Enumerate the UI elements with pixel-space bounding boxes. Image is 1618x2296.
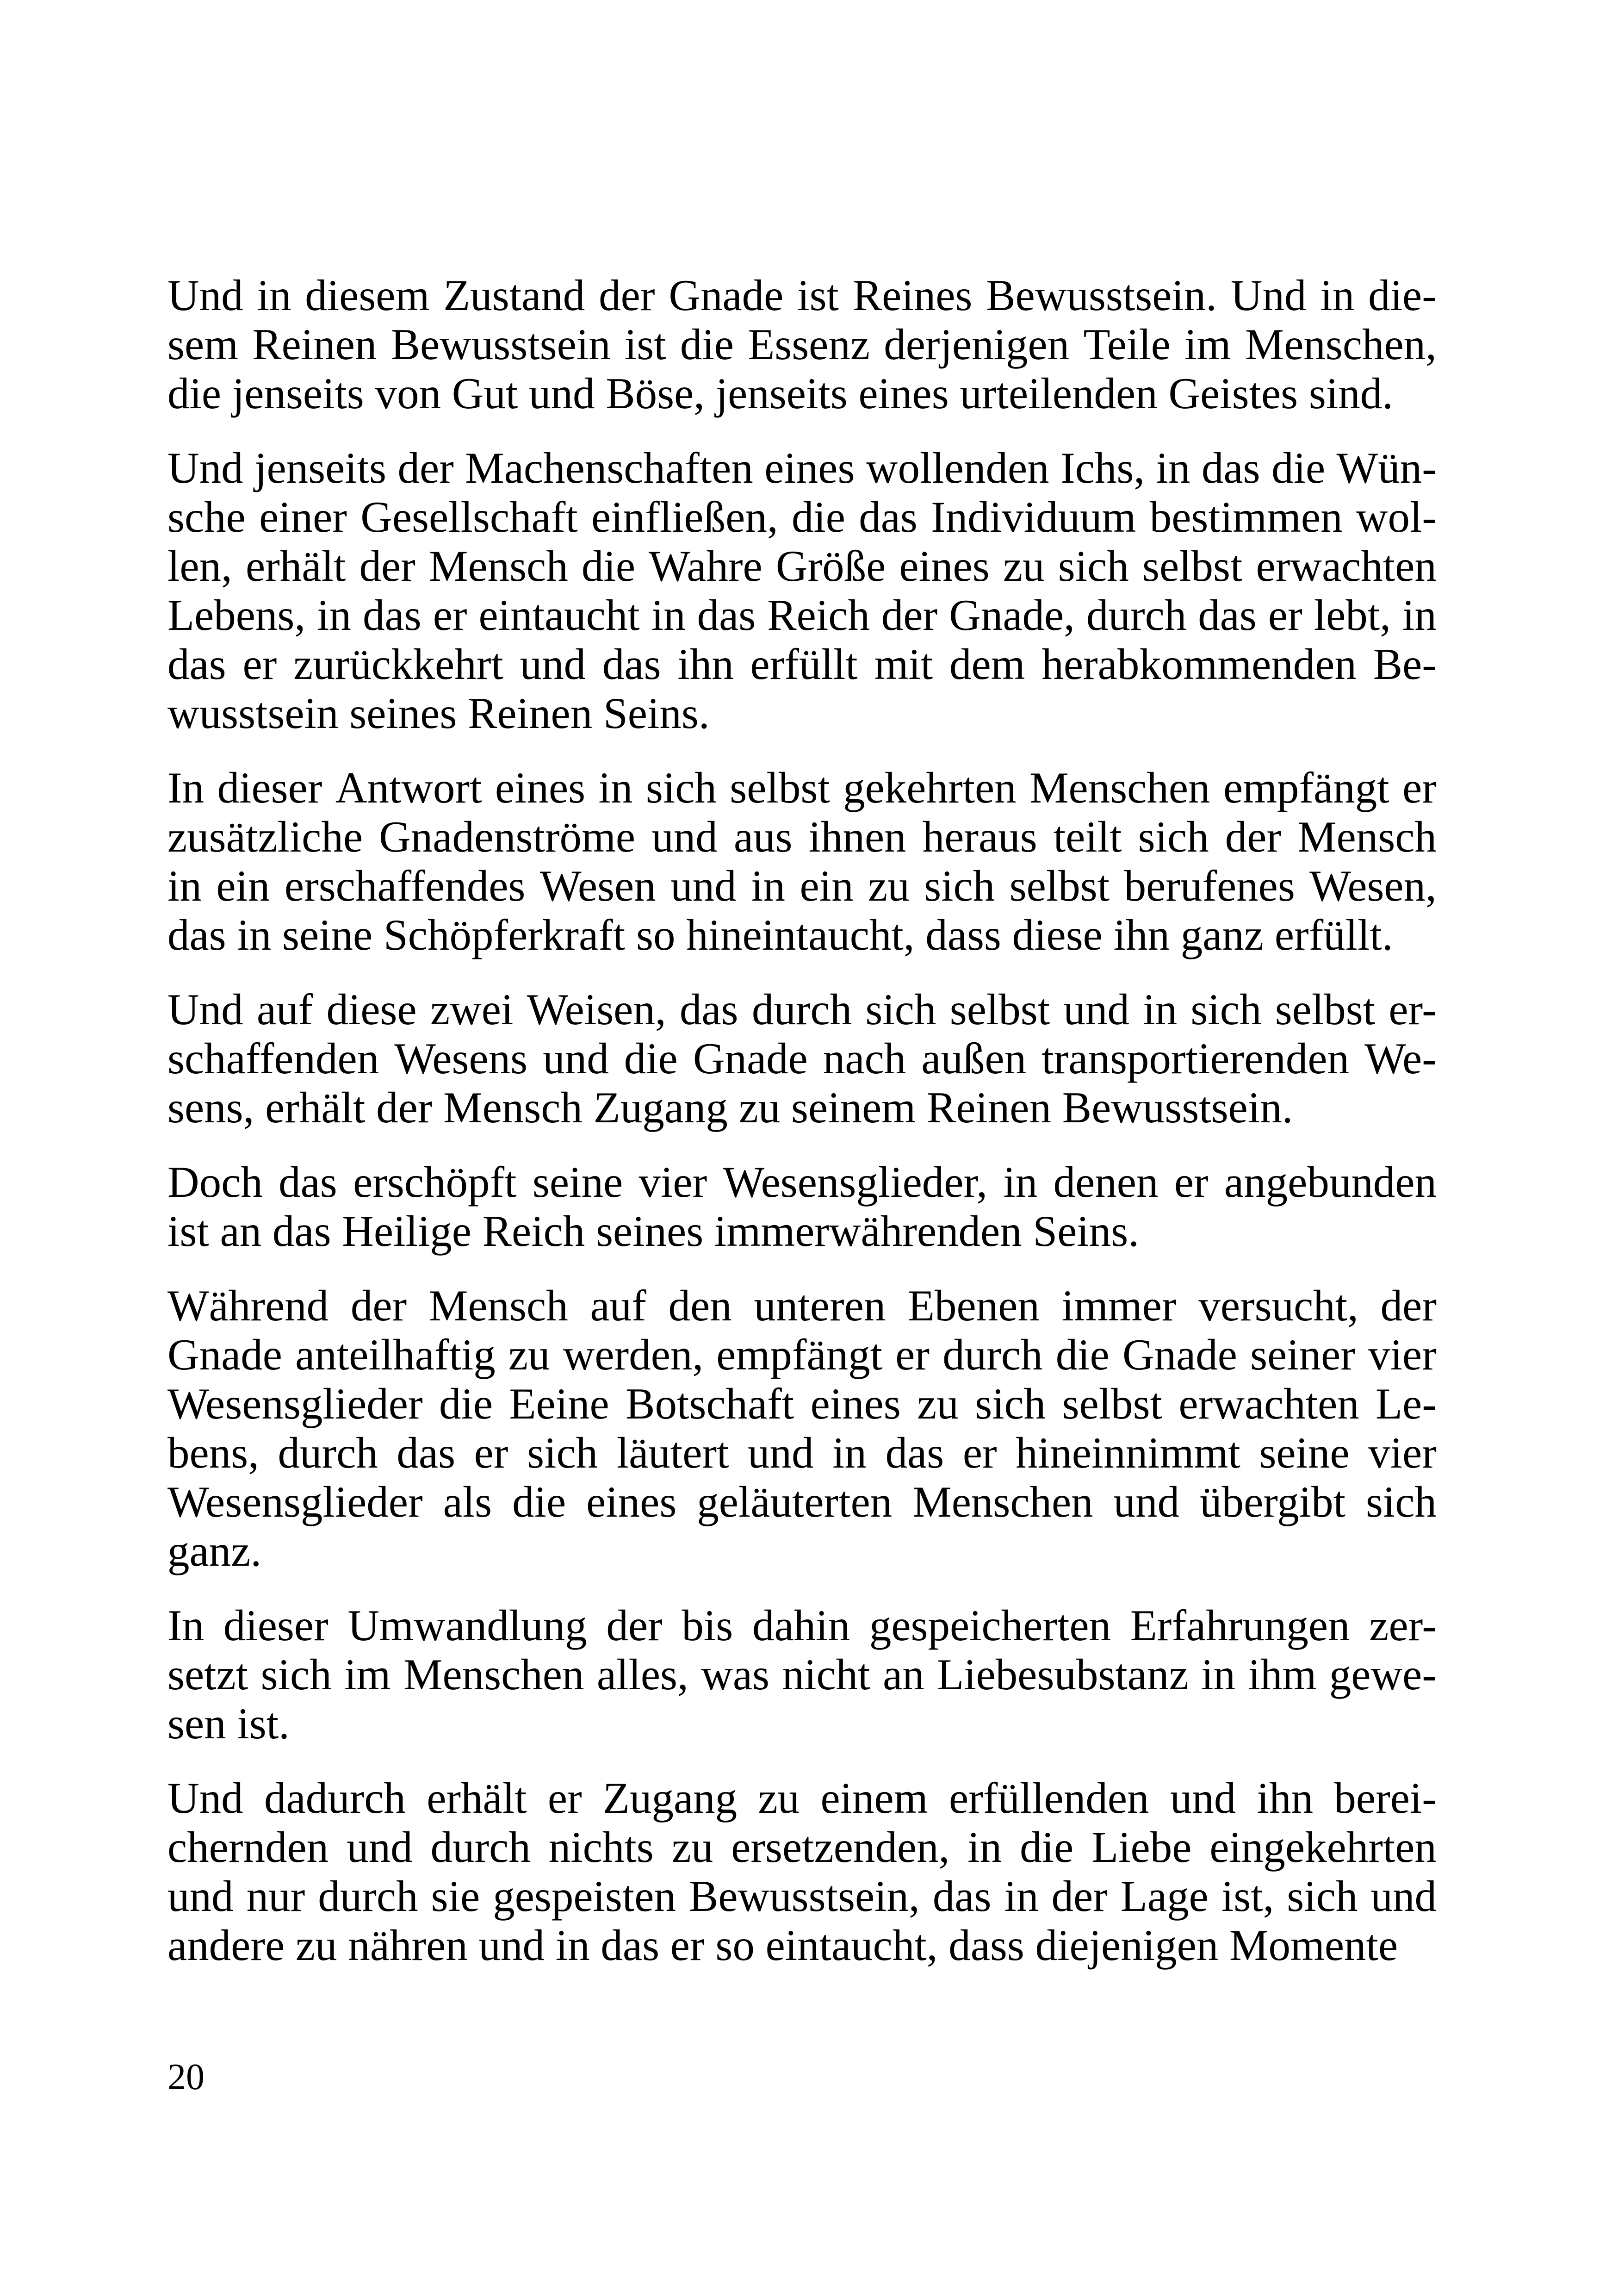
text-line: sen ist. <box>167 1699 290 1748</box>
text-line: len, erhält der Mensch die Wahre Größe eines zu sich selbst erwachten <box>167 541 1437 591</box>
paragraph <box>167 985 1437 1132</box>
text-line: das in seine Schöpferkraft so hineintaucht, dass diese ihn ganz erfüllt. <box>167 910 1393 959</box>
text-line: in ein erschaffendes Wesen und in ein zu sich selbst berufenes Wesen, <box>167 861 1437 910</box>
text-line: schaffenden Wesens und die Gnade nach außen transportierenden We- <box>167 1034 1437 1083</box>
text-line: das er zurückkehrt und das ihn erfüllt mit dem herabkommenden Be- <box>167 640 1437 689</box>
text-line: sens, erhält der Mensch Zugang zu seinem Reinen Bewusstsein. <box>167 1083 1293 1132</box>
text-line: Und in diesem Zustand der Gnade ist Reines Bewusstsein. Und in die- <box>167 271 1437 320</box>
text-line: andere zu nähren und in das er so eintaucht, dass diejenigen Momente <box>167 1921 1398 1970</box>
text-line: Während der Mensch auf den unteren Ebenen immer versucht, der <box>167 1281 1437 1330</box>
text-line: sem Reinen Bewusstsein ist die Essenz derjenigen Teile im Menschen, <box>167 320 1437 369</box>
text-line: Gnade anteilhaftig zu werden, empfängt er durch die Gnade seiner vier <box>167 1330 1437 1379</box>
text-line: Und jenseits der Machenschaften eines wollenden Ichs, in das die Wün- <box>167 443 1437 492</box>
text-line: chernden und durch nichts zu ersetzenden, in die Liebe eingekehrten <box>167 1823 1437 1872</box>
text-line: Wesensglieder die Eeine Botschaft eines zu sich selbst erwachten Le- <box>167 1379 1437 1428</box>
text-line: In dieser Umwandlung der bis dahin gespeicherten Erfahrungen zer- <box>167 1601 1437 1650</box>
text-line: Doch das erschöpft seine vier Wesensglieder, in denen er angebunden <box>167 1157 1437 1207</box>
text-line: In dieser Antwort eines in sich selbst gekehrten Menschen empfängt er <box>167 763 1437 812</box>
text-line: Und auf diese zwei Weisen, das durch sich selbst und in sich selbst er- <box>167 985 1437 1034</box>
text-line: Lebens, in das er eintaucht in das Reich der Gnade, durch das er lebt, in <box>167 591 1437 640</box>
text-line: ist an das Heilige Reich seines immerwährenden Seins. <box>167 1207 1140 1256</box>
text-line: die jenseits von Gut und Böse, jenseits eines urteilenden Geistes sind. <box>167 369 1394 418</box>
paragraph <box>167 443 1437 738</box>
text-line: bens, durch das er sich läutert und in das er hineinnimmt seine vier <box>167 1428 1437 1477</box>
paragraph <box>167 1281 1437 1575</box>
text-line: zusätzliche Gnadenströme und aus ihnen heraus teilt sich der Mensch <box>167 812 1437 861</box>
text-line: und nur durch sie gespeisten Bewusstsein, das in der Lage ist, sich und <box>167 1872 1437 1921</box>
page-number: 20 <box>167 2057 205 2097</box>
paragraph <box>167 763 1437 959</box>
text-line: Und dadurch erhält er Zugang zu einem erfüllenden und ihn berei- <box>167 1773 1437 1823</box>
text-line: setzt sich im Menschen alles, was nicht an Liebesubstanz in ihm gewe- <box>167 1650 1437 1699</box>
text-line: ganz. <box>167 1526 262 1575</box>
paragraph <box>167 1157 1437 1256</box>
paragraph <box>167 1601 1437 1748</box>
text-line: wusstsein seines Reinen Seins. <box>167 689 710 738</box>
text-line: sche einer Gesellschaft einfließen, die das Individuum bestimmen wol- <box>167 492 1437 541</box>
paragraph <box>167 1773 1437 1970</box>
text-block <box>167 271 1437 1970</box>
paragraph <box>167 271 1437 418</box>
text-line: Wesensglieder als die eines geläuterten Menschen und übergibt sich <box>167 1477 1437 1526</box>
